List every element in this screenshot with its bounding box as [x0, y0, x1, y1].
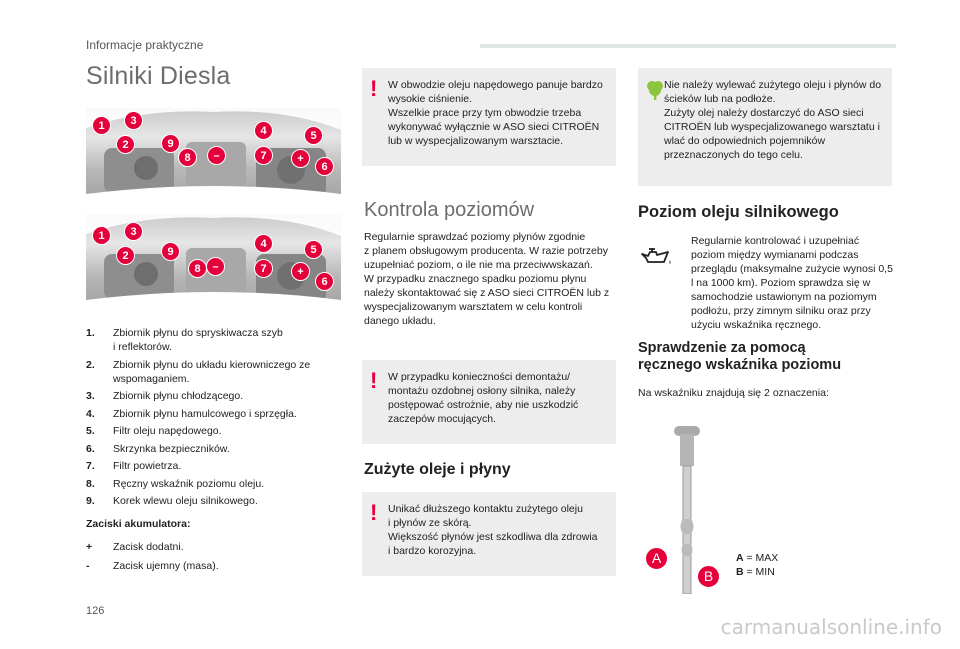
clamps-heading: Zaciski akumulatora:	[86, 518, 191, 530]
engine-illustration-top	[86, 108, 341, 212]
list-item: - Zacisk ujemny (masa).	[86, 560, 219, 572]
list-item: 2. Zbiornik płynu do układu kierowniczego ze wspomaganiem.	[86, 358, 311, 385]
list-item: 6. Skrzynka bezpieczników.	[86, 442, 230, 455]
marker-8: 8	[178, 148, 197, 167]
engine-illustration-bottom	[86, 214, 341, 318]
marker-2: 2	[116, 246, 135, 265]
list-item: 3. Zbiornik płynu chłodzącego.	[86, 390, 244, 402]
oil-level-title: Poziom oleju silnikowego	[638, 203, 839, 221]
dipstick-intro: Na wskaźniku znajdują się 2 oznaczenia:	[638, 387, 829, 399]
marker-1: 1	[92, 116, 111, 135]
marker-7: 7	[254, 146, 273, 165]
list-item: 9. Korek wlewu oleju silnikowego.	[86, 495, 258, 507]
list-item: 1. Zbiornik płynu do spryskiwacza szyb i reflektorów.	[86, 327, 283, 353]
eco-note-box: Nie należy wylewać zużytego oleju i płynów do ścieków lub na podłoże. Zużyty olej należy dostarczyć do ASO sieci CITROËN lub wyspecjalizowanego warsztatu i wlać do odpowiednich pojemników przeznaczonych do tego celu.	[638, 68, 892, 186]
marker-4: 4	[254, 234, 273, 253]
marker-7: 7	[254, 259, 273, 278]
list-item: 7. Filtr powietrza.	[86, 460, 182, 472]
marker-a: A	[645, 547, 668, 570]
used-fluids-title: Zużyte oleje i płyny	[364, 461, 511, 478]
levels-text: Regularnie sprawdzać poziomy płynów zgodnie z planem obsługowym producenta. W razie potrzeby uzupełniać poziom, o ile nie ma przeciwwskazań. W przypadku znacznego spadku poziomu płynu należy skontaktować się z ASO sieci CITROËN lub z wyspecjalizowanym warsztatem w celu kontroli danego układu.	[364, 231, 610, 327]
warning-box-fuel: ! W obwodzie oleju napędowego panuje bardzo wysokie ciśnienie. Wszelkie prace przy tym obwodzie trzeba wykonywać wyłącznie w ASO sieci CITROËN lub w wyspecjalizowanym warsztacie.	[362, 68, 616, 166]
watermark: carmanualsonline.info	[720, 615, 942, 639]
page-number: 126	[86, 605, 105, 617]
legend-min: B = MIN	[736, 566, 775, 578]
clamps-list	[86, 540, 348, 578]
levels-title: Kontrola poziomów	[364, 199, 535, 221]
marker-3: 3	[124, 111, 143, 130]
list-item: 5. Filtr oleju napędowego.	[86, 425, 222, 437]
oil-can-icon	[640, 246, 674, 272]
oil-level-text: Regularnie kontrolować i uzupełniać poziom między wymianami podczas przeglądu (maksymalne zużycie wynosi 0,5 l na 1000 km). Poziom sprawdza się w samochodzie ustawionym na poziomym podłożu, przy zimnym silniku oraz przy użyciu wskaźnika ręcznego.	[691, 235, 893, 331]
page-title: Silniki Diesla	[86, 62, 231, 90]
marker-9: 9	[161, 242, 180, 261]
warning-icon: !	[370, 500, 378, 525]
warning-box-used: ! Unikać dłuższego kontaktu zużytego oleju i płynów ze skórą. Większość płynów jest szkodliwa dla zdrowia i bardzo korozyjna.	[362, 492, 616, 576]
marker-minus: –	[206, 257, 225, 276]
tree-icon	[646, 80, 664, 100]
marker-5: 5	[304, 126, 323, 145]
marker-5: 5	[304, 240, 323, 259]
marker-b: B	[697, 565, 720, 588]
legend-max: A = MAX	[736, 552, 779, 564]
section-header: Informacje praktyczne	[86, 38, 204, 52]
marker-1: 1	[92, 226, 111, 245]
marker-3: 3	[124, 222, 143, 241]
dipstick-title: Sprawdzenie za pomocą ręcznego wskaźnika poziomu	[638, 340, 842, 373]
marker-8: 8	[188, 259, 207, 278]
marker-9: 9	[161, 134, 180, 153]
marker-6: 6	[315, 157, 334, 176]
marker-6: 6	[315, 272, 334, 291]
marker-minus: –	[207, 146, 226, 165]
component-list	[86, 326, 348, 512]
marker-plus: +	[291, 149, 310, 168]
list-item: 8. Ręczny wskaźnik poziomu oleju.	[86, 477, 265, 490]
warning-icon: !	[370, 76, 378, 101]
list-item: 4. Zbiornik płynu hamulcowego i sprzęgła.	[86, 407, 297, 420]
warning-box-cover: ! W przypadku konieczności demontażu/ montażu ozdobnej osłony silnika, należy postępować ostrożnie, aby nie uszkodzić zaczepów mocujących.	[362, 360, 616, 444]
header-rule	[480, 44, 896, 48]
marker-4: 4	[254, 121, 273, 140]
marker-plus: +	[291, 262, 310, 281]
warning-icon: !	[370, 368, 378, 393]
marker-2: 2	[116, 135, 135, 154]
list-item: + Zacisk dodatni.	[86, 541, 184, 553]
